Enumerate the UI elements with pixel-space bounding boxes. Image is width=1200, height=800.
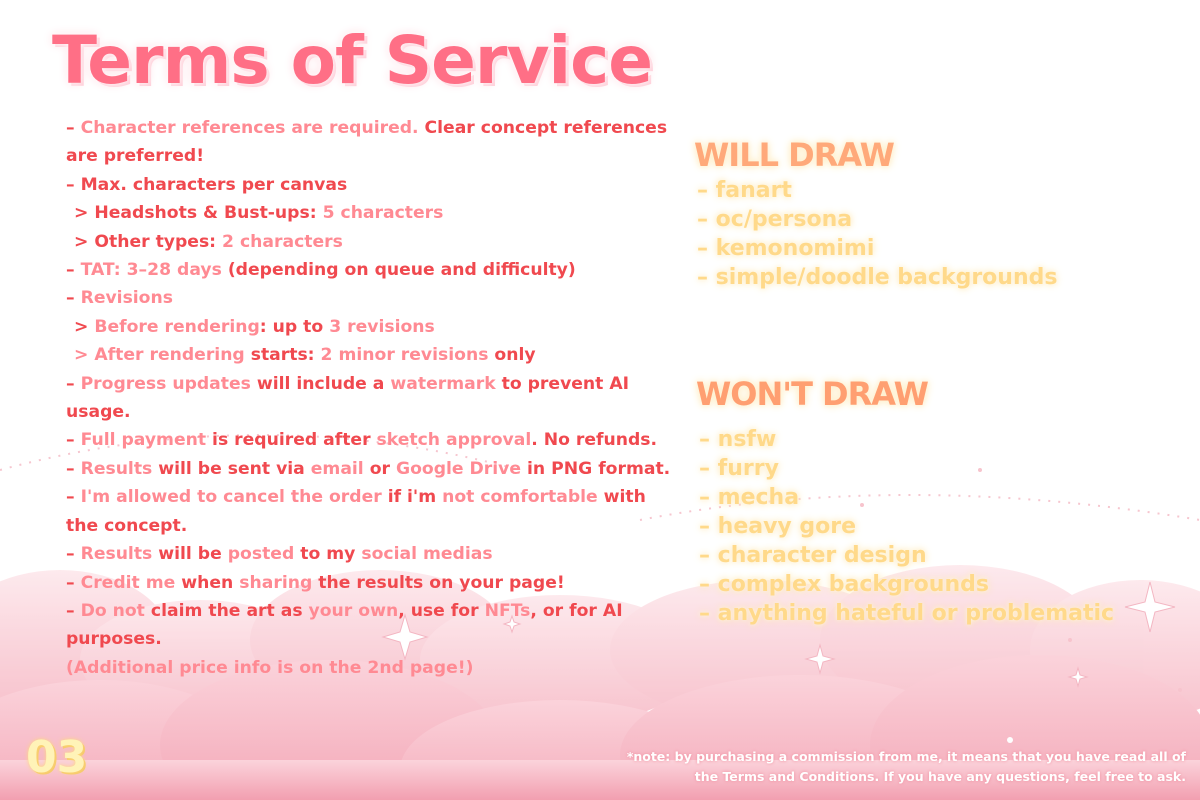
term-text: > Other types: <box>74 231 223 252</box>
term-highlight: not comfortable <box>442 487 604 508</box>
term-line <box>66 540 676 568</box>
term-text: – <box>66 118 81 138</box>
term-text: will be sent via <box>158 458 311 479</box>
term-text: . No refunds. <box>531 430 658 451</box>
term-text: – <box>66 288 81 309</box>
term-highlight: 5 characters <box>322 203 444 224</box>
term-line <box>66 426 676 454</box>
term-highlight: watermark <box>390 373 502 394</box>
term-highlight: Progress updates <box>80 373 257 394</box>
term-text: – <box>66 430 81 451</box>
term-text: Clear concept references are preferred! <box>66 118 668 167</box>
term-text: , or for AI purposes. <box>66 600 623 650</box>
term-line <box>66 313 676 341</box>
term-line <box>66 256 676 284</box>
wont-draw-title: WON'T DRAW <box>696 375 928 413</box>
term-text: to prevent AI usage. <box>66 373 630 423</box>
term-line <box>66 370 676 427</box>
term-line <box>66 114 676 171</box>
list-item: – heavy gore <box>699 514 857 539</box>
term-highlight: email <box>310 458 370 479</box>
term-text: only <box>494 345 536 366</box>
term-text: – <box>66 458 81 479</box>
list-item: – complex backgrounds <box>699 572 989 597</box>
term-text: claim the art as <box>150 600 309 621</box>
list-item: – simple/doodle backgrounds <box>697 265 1058 290</box>
footer-note <box>586 747 1186 787</box>
term-highlight: 3 revisions <box>329 316 435 337</box>
term-highlight: Character references are required. <box>80 118 425 138</box>
list-item: – anything hateful or problematic <box>699 601 1115 626</box>
term-highlight: > After rendering <box>74 345 251 366</box>
term-text: – <box>66 373 81 394</box>
term-text: when <box>181 572 240 593</box>
term-text: – <box>66 260 81 281</box>
term-highlight: Revisions <box>80 288 173 309</box>
term-highlight: I'm allowed to cancel the order <box>80 487 388 508</box>
footer-note-line: the Terms and Conditions. If you have any questions, feel free to ask. <box>694 769 1186 784</box>
term-text: > <box>74 316 95 337</box>
term-highlight: Before rendering <box>94 316 260 337</box>
list-item: – nsfw <box>699 427 777 452</box>
term-text: – Max. characters per canvas <box>66 174 348 195</box>
term-text: starts: <box>250 345 321 366</box>
term-highlight: Do not <box>80 600 151 621</box>
list-item: – mecha <box>699 485 800 510</box>
list-item: – oc/persona <box>697 207 853 232</box>
term-text: with the concept. <box>66 487 646 536</box>
term-text: – <box>66 600 81 621</box>
term-text: – <box>66 487 81 508</box>
term-text: – <box>66 572 81 593</box>
term-highlight: TAT: 3–28 days <box>80 260 228 281</box>
term-highlight: Results <box>80 544 159 565</box>
term-line <box>66 199 676 227</box>
term-text: the results on your page! <box>318 572 565 593</box>
will-draw-list <box>697 176 1057 292</box>
term-highlight: NFTs <box>484 600 531 621</box>
term-text: or <box>369 458 396 479</box>
list-item: – character design <box>699 543 927 568</box>
will-draw-title: WILL DRAW <box>694 136 894 174</box>
term-line <box>66 569 676 597</box>
term-highlight: Full payment <box>80 430 213 451</box>
term-text: will include a <box>256 373 391 394</box>
footer-note-line: *note: by purchasing a commission from me, it means that you have read all of <box>626 749 1186 764</box>
term-line <box>66 171 676 199</box>
term-highlight: social medias <box>361 544 493 565</box>
term-text: , use for <box>398 600 485 621</box>
term-text: will be <box>158 544 228 565</box>
list-item: – kemonomimi <box>697 236 875 261</box>
term-highlight: Google Drive <box>395 458 528 479</box>
term-highlight: 2 minor revisions <box>320 345 495 366</box>
term-line <box>66 284 676 312</box>
term-highlight: sketch approval <box>376 430 532 451</box>
page-number: 03 <box>26 732 88 783</box>
term-text: in PNG format. <box>527 458 671 479</box>
term-highlight: sharing <box>239 572 319 593</box>
term-highlight: Results <box>80 458 159 479</box>
term-text: > Headshots & Bust-ups: <box>74 203 323 224</box>
list-item: – furry <box>699 456 779 481</box>
term-highlight: 2 characters <box>222 231 343 252</box>
term-highlight: (Additional price info is on the 2nd page!) <box>66 657 474 678</box>
term-line <box>66 597 676 654</box>
term-highlight: your own <box>308 600 399 621</box>
term-text: if i'm <box>387 487 443 508</box>
wont-draw-list <box>699 425 1114 628</box>
term-text: is required after <box>212 430 377 451</box>
term-line <box>66 483 676 540</box>
term-text: to my <box>300 544 362 565</box>
term-text: – <box>66 544 81 565</box>
list-item: – fanart <box>697 178 792 203</box>
term-line <box>66 654 676 682</box>
term-line <box>66 228 676 256</box>
term-line <box>66 455 676 483</box>
term-text: (depending on queue and difficulty) <box>227 260 576 281</box>
terms-list <box>66 114 676 682</box>
term-highlight: Credit me <box>80 572 182 593</box>
term-highlight: posted <box>227 544 301 565</box>
term-line <box>66 341 676 369</box>
page-title: Terms of Service <box>52 22 653 99</box>
term-text: : up to <box>259 316 330 337</box>
